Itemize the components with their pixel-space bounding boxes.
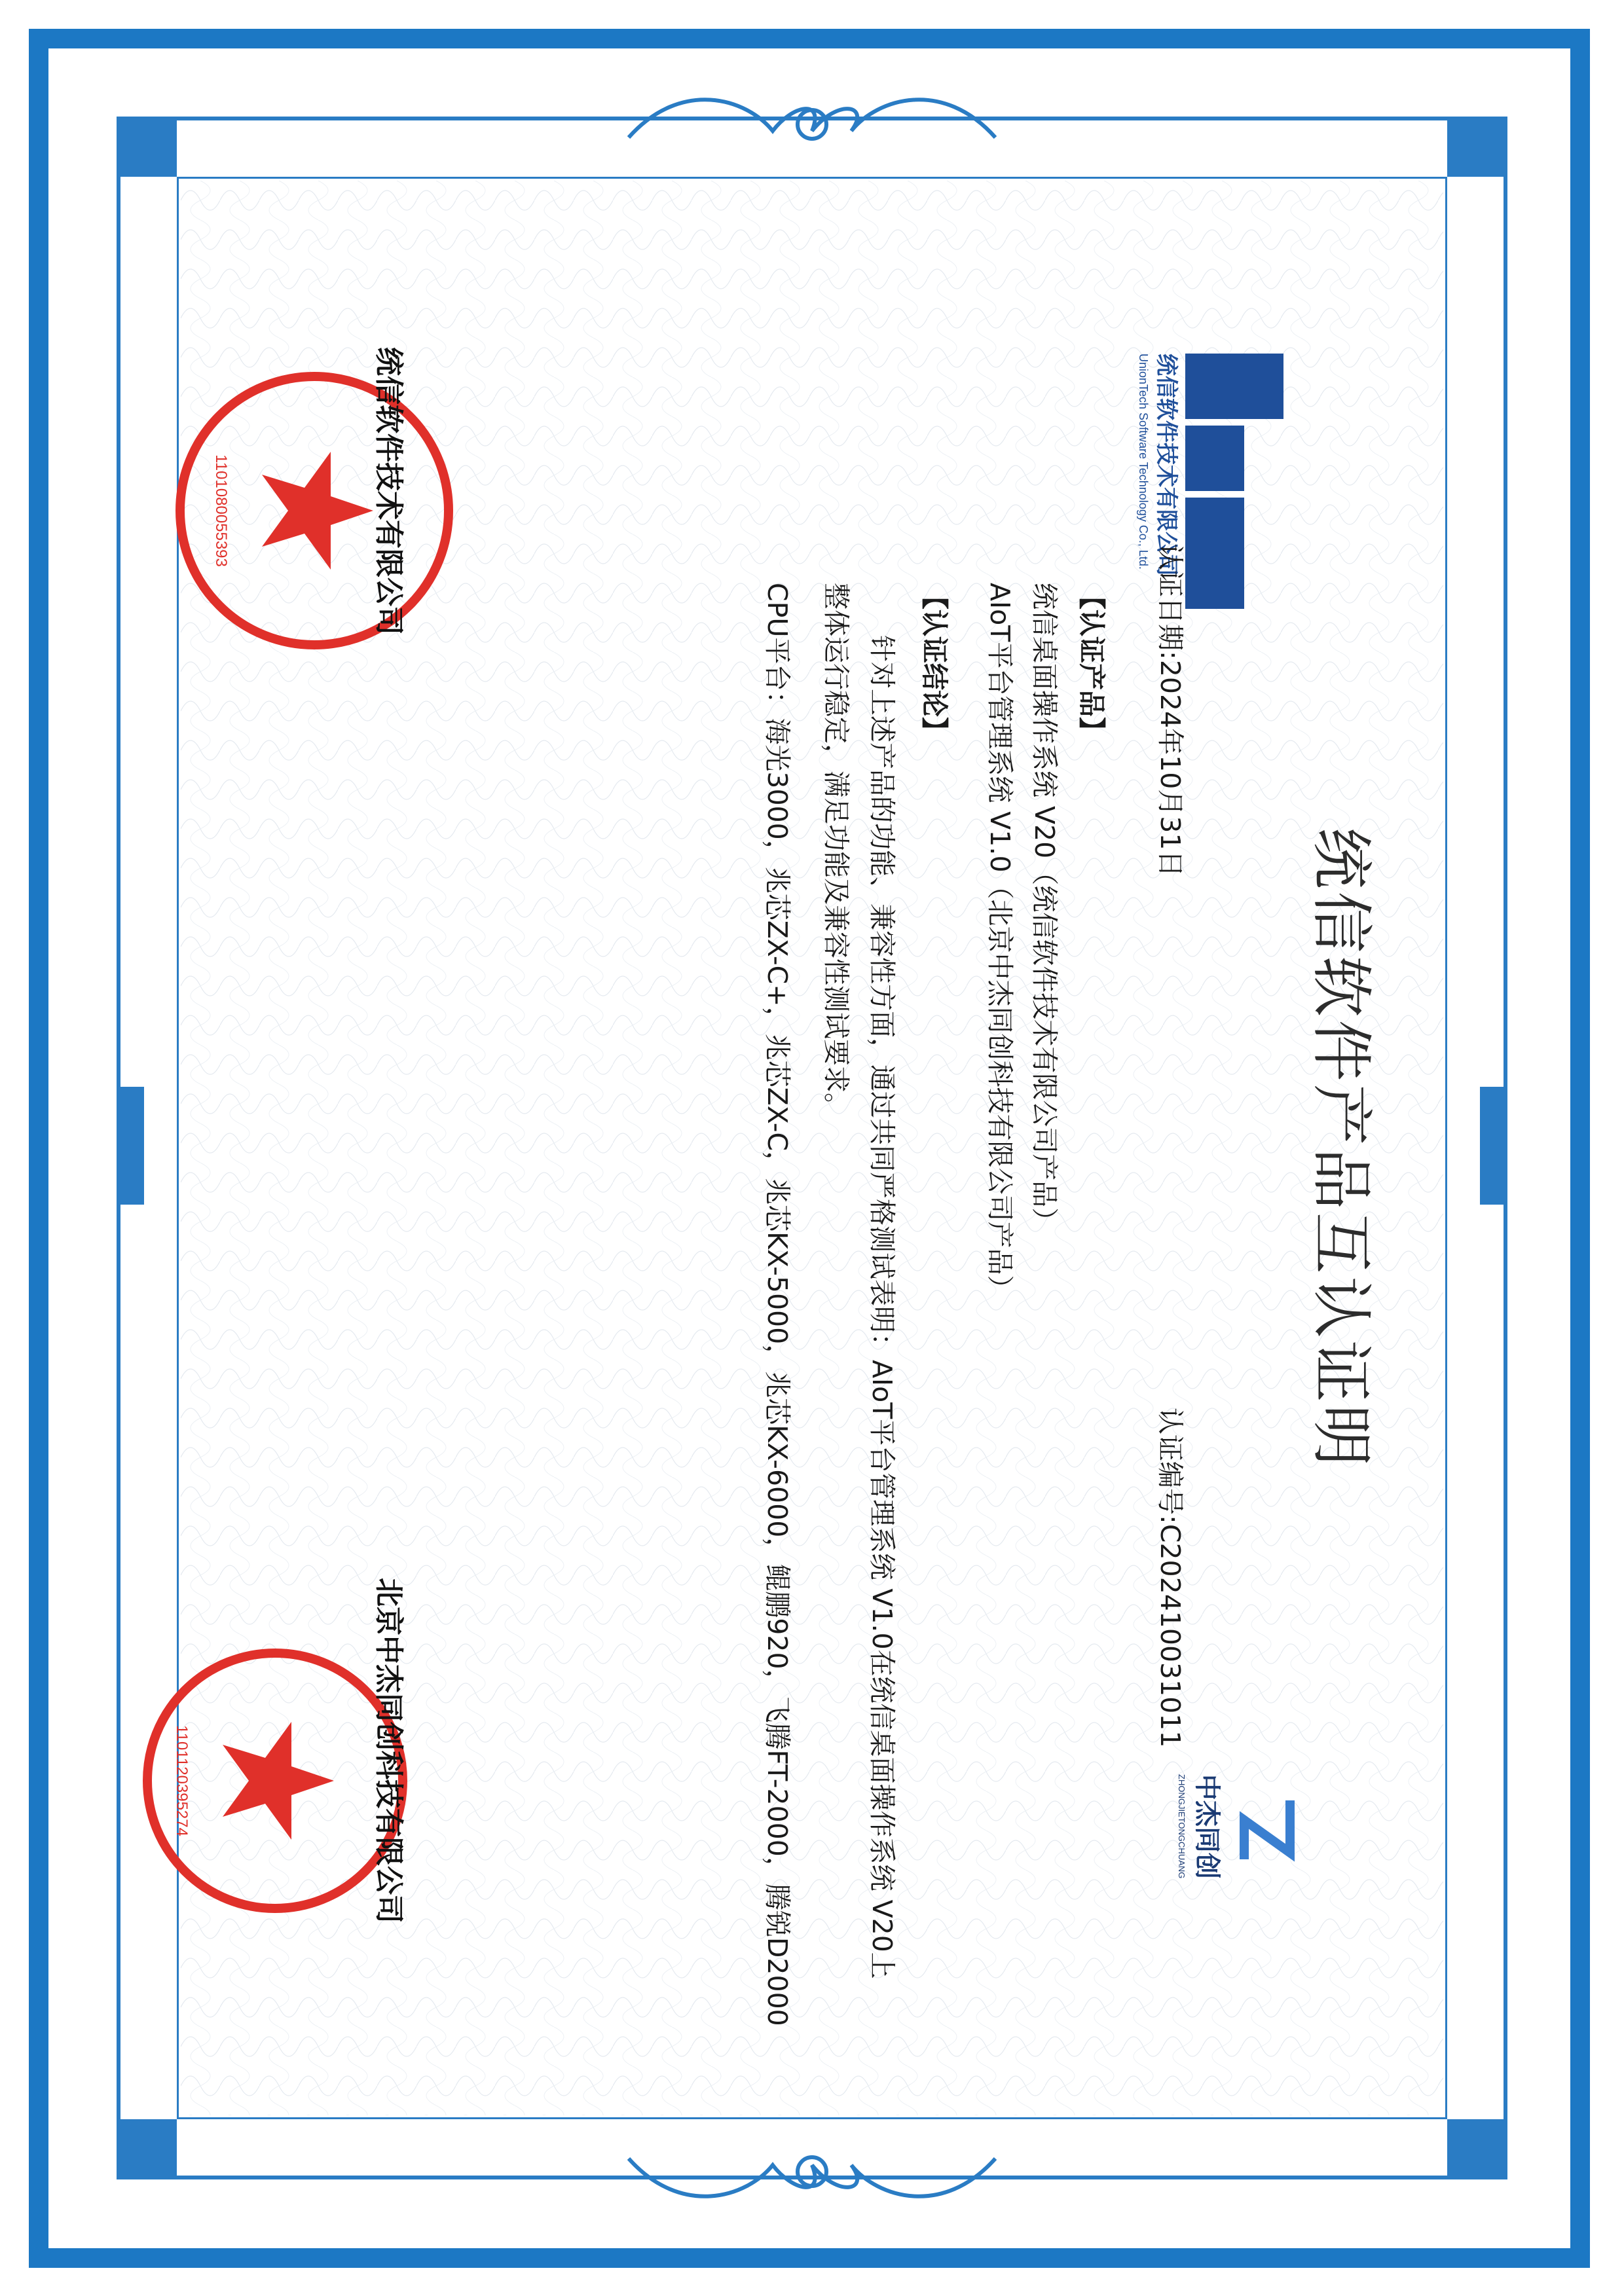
product-line: AIoT平台管理系统 V1.0（北京中杰同创科技有限公司产品） (984, 583, 1016, 1302)
svg-text:1101080055393: 1101080055393 (212, 454, 230, 567)
uniontech-seal (164, 360, 465, 661)
signatory-left: 统信软件技术有限公司 (372, 347, 405, 635)
certificate-title: 统信软件产品互认证明 (1305, 827, 1376, 1469)
conclusion-line: 整体运行稳定，满足功能及兼容性测试要求。 (821, 583, 852, 1120)
cpu-platforms: CPU平台：海光3000，兆芯ZX-C+，兆芯ZX-C，兆芯KX-5000，兆芯KX-6000，鲲鹏920，飞腾FT-2000，腾锐D2000 (762, 583, 793, 2026)
conclusion-line: 针对上述产品的功能、兼容性方面，通过共同严格测试表明：AIoT平台管理系统 V1.0在统信桌面操作系统 V20上 (866, 635, 898, 1979)
svg-text:中杰同创: 中杰同创 (1192, 1774, 1221, 1879)
svg-text:1101120395274: 1101120395274 (173, 1725, 191, 1836)
certificate-date: 认证日期:2024年10月31日 (1154, 543, 1186, 877)
svg-text:ZHONGJIETONGCHUANG: ZHONGJIETONGCHUANG (1177, 1774, 1187, 1879)
product-line: 统信桌面操作系统 V20（统信软件技术有限公司产品） (1029, 583, 1060, 1235)
zhongjie-logo (1146, 1774, 1303, 1931)
signatory-right: 北京中杰同创科技有限公司 (372, 1578, 405, 1923)
products-heading: 【认证产品】 (1076, 583, 1107, 744)
certificate-number: 认证编号:C202410031011 (1154, 1408, 1186, 1748)
svg-text:统信软件技术有限公司: 统信软件技术有限公司 (1154, 354, 1179, 576)
conclusion-heading: 【认证结论】 (919, 583, 950, 744)
svg-text:UnionTech Software Technology: UnionTech Software Technology Co., Ltd. (1137, 354, 1150, 570)
certificate-content (173, 177, 1467, 2119)
